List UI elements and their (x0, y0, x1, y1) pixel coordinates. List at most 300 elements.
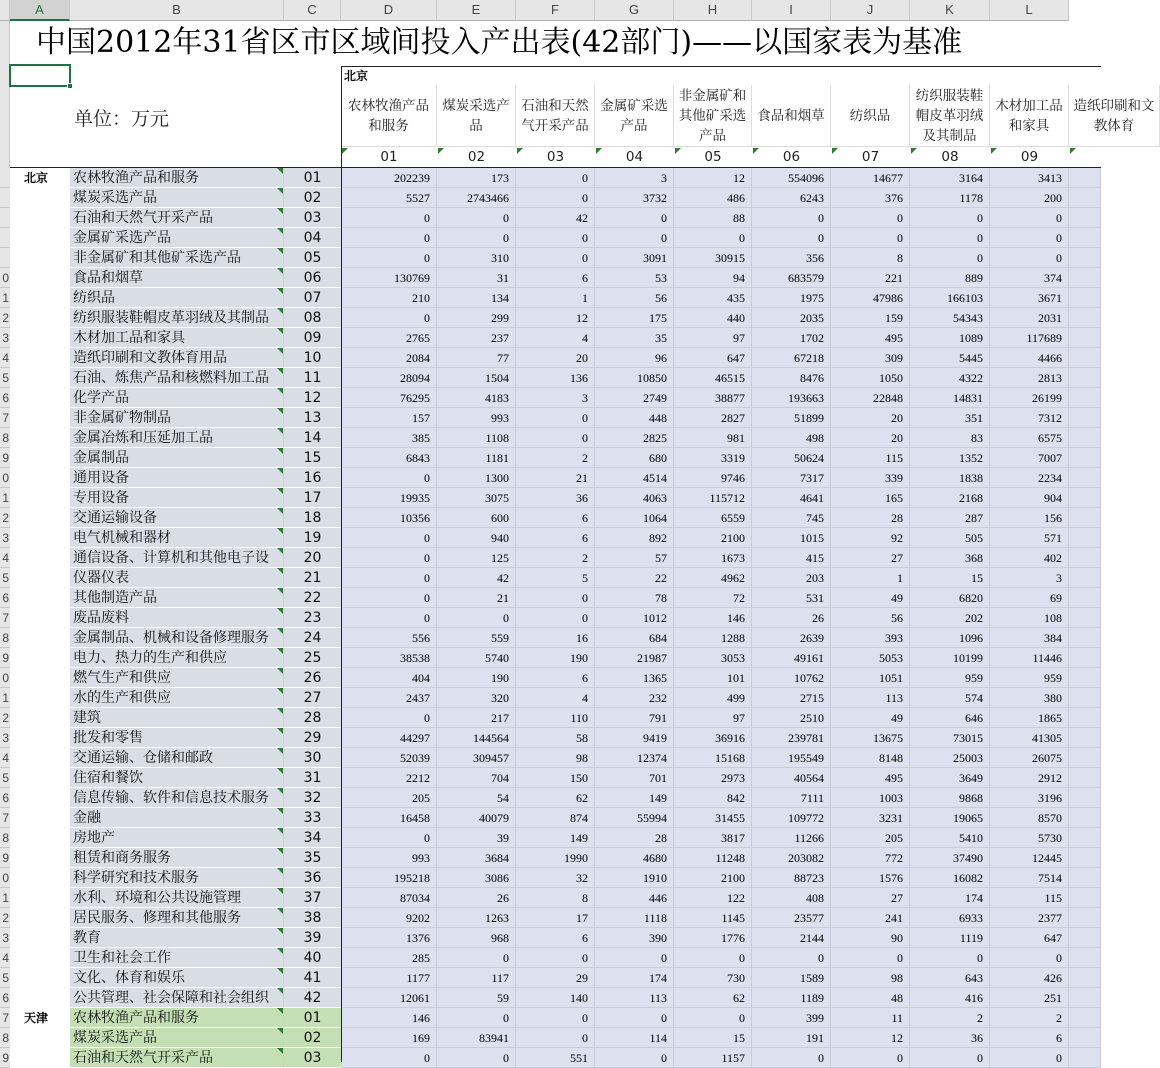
column-header-b[interactable]: B (70, 0, 284, 21)
data-cell[interactable] (1069, 988, 1101, 1008)
data-cell[interactable]: 356 (752, 248, 831, 268)
data-cell[interactable]: 16458 (341, 808, 437, 828)
row-sector-code[interactable]: 09 (284, 328, 341, 348)
data-cell[interactable] (1069, 368, 1101, 388)
data-cell[interactable]: 0 (341, 568, 437, 588)
data-cell[interactable]: 203082 (752, 848, 831, 868)
data-cell[interactable]: 399 (752, 1008, 831, 1028)
row-sector-code[interactable]: 29 (284, 728, 341, 748)
data-cell[interactable]: 559 (437, 628, 516, 648)
column-header-f[interactable]: F (516, 0, 595, 21)
data-cell[interactable]: 202239 (341, 168, 437, 188)
data-cell[interactable]: 0 (910, 228, 990, 248)
column-header-h[interactable]: H (674, 0, 752, 21)
data-cell[interactable]: 339 (831, 468, 910, 488)
data-cell[interactable]: 115 (831, 448, 910, 468)
row-sector-name[interactable]: 煤炭采选产品 (70, 1028, 284, 1048)
data-cell[interactable]: 49161 (752, 648, 831, 668)
data-cell[interactable]: 115712 (674, 488, 752, 508)
data-cell[interactable]: 7111 (752, 788, 831, 808)
data-cell[interactable]: 221 (831, 268, 910, 288)
row-number[interactable]: 5 (0, 368, 10, 388)
data-cell[interactable]: 1376 (341, 928, 437, 948)
data-cell[interactable]: 5 (516, 568, 595, 588)
data-cell[interactable]: 232 (595, 688, 674, 708)
data-cell[interactable]: 1089 (910, 328, 990, 348)
data-cell[interactable] (1069, 788, 1101, 808)
data-cell[interactable]: 1673 (674, 548, 752, 568)
data-cell[interactable]: 0 (516, 948, 595, 968)
row-sector-code[interactable]: 01 (284, 1008, 341, 1028)
data-cell[interactable]: 146 (341, 1008, 437, 1028)
fill-handle[interactable] (67, 83, 73, 89)
data-cell[interactable]: 7007 (990, 448, 1069, 468)
data-cell[interactable]: 1118 (595, 908, 674, 928)
row-sector-code[interactable]: 06 (284, 268, 341, 288)
data-cell[interactable]: 0 (516, 228, 595, 248)
data-cell[interactable]: 3 (595, 168, 674, 188)
row-sector-name[interactable]: 金属矿采选产品 (70, 228, 284, 248)
data-cell[interactable]: 3 (516, 388, 595, 408)
row-sector-name[interactable]: 非金属矿物制品 (70, 408, 284, 428)
row-sector-code[interactable]: 26 (284, 668, 341, 688)
data-cell[interactable]: 571 (990, 528, 1069, 548)
row-sector-code[interactable]: 04 (284, 228, 341, 248)
data-cell[interactable]: 205 (341, 788, 437, 808)
data-cell[interactable] (1069, 568, 1101, 588)
row-sector-code[interactable]: 14 (284, 428, 341, 448)
row-sector-code[interactable]: 38 (284, 908, 341, 928)
data-cell[interactable]: 1838 (910, 468, 990, 488)
data-cell[interactable]: 190 (437, 668, 516, 688)
data-cell[interactable]: 30915 (674, 248, 752, 268)
data-cell[interactable]: 51899 (752, 408, 831, 428)
row-number[interactable]: 6 (0, 988, 10, 1008)
row-number[interactable]: 3 (0, 928, 10, 948)
row-number[interactable] (0, 248, 10, 268)
data-cell[interactable]: 2234 (990, 468, 1069, 488)
data-cell[interactable] (1069, 548, 1101, 568)
row-sector-code[interactable]: 13 (284, 408, 341, 428)
data-cell[interactable]: 1157 (674, 1048, 752, 1068)
column-header-l[interactable]: L (990, 0, 1069, 21)
row-number[interactable]: 6 (0, 388, 10, 408)
data-cell[interactable]: 384 (990, 628, 1069, 648)
data-cell[interactable]: 385 (341, 428, 437, 448)
row-number[interactable]: 0 (0, 668, 10, 688)
data-cell[interactable]: 0 (831, 948, 910, 968)
data-cell[interactable]: 376 (831, 188, 910, 208)
row-number[interactable]: 6 (0, 588, 10, 608)
row-sector-name[interactable]: 农林牧渔产品和服务 (70, 1008, 284, 1028)
data-cell[interactable] (1069, 388, 1101, 408)
row-number[interactable]: 9 (0, 1048, 10, 1068)
data-cell[interactable]: 28094 (341, 368, 437, 388)
data-cell[interactable]: 2212 (341, 768, 437, 788)
data-cell[interactable]: 203 (752, 568, 831, 588)
data-cell[interactable]: 0 (516, 168, 595, 188)
data-cell[interactable]: 959 (910, 668, 990, 688)
data-cell[interactable] (1069, 928, 1101, 948)
data-cell[interactable]: 49 (831, 708, 910, 728)
row-sector-code[interactable]: 28 (284, 708, 341, 728)
row-sector-name[interactable]: 金属冶炼和压延加工品 (70, 428, 284, 448)
data-cell[interactable]: 157 (341, 408, 437, 428)
row-number[interactable]: 4 (0, 948, 10, 968)
data-cell[interactable]: 368 (910, 548, 990, 568)
data-cell[interactable]: 6 (990, 1028, 1069, 1048)
data-cell[interactable]: 730 (674, 968, 752, 988)
row-sector-name[interactable]: 建筑 (70, 708, 284, 728)
data-cell[interactable]: 993 (341, 848, 437, 868)
data-cell[interactable]: 191 (752, 1028, 831, 1048)
data-cell[interactable]: 46515 (674, 368, 752, 388)
row-sector-code[interactable]: 24 (284, 628, 341, 648)
data-cell[interactable]: 8 (831, 248, 910, 268)
data-cell[interactable]: 393 (831, 628, 910, 648)
row-sector-code[interactable]: 11 (284, 368, 341, 388)
data-cell[interactable]: 42 (437, 568, 516, 588)
data-cell[interactable]: 4 (516, 688, 595, 708)
data-cell[interactable]: 52039 (341, 748, 437, 768)
data-cell[interactable]: 76295 (341, 388, 437, 408)
data-cell[interactable]: 28 (595, 828, 674, 848)
data-cell[interactable]: 11446 (990, 648, 1069, 668)
data-cell[interactable]: 130769 (341, 268, 437, 288)
row-sector-name[interactable]: 石油和天然气开采产品 (70, 208, 284, 228)
row-number[interactable] (0, 208, 10, 228)
data-cell[interactable]: 0 (437, 948, 516, 968)
data-cell[interactable]: 190 (516, 648, 595, 668)
data-cell[interactable]: 6559 (674, 508, 752, 528)
data-cell[interactable]: 889 (910, 268, 990, 288)
data-cell[interactable]: 56 (595, 288, 674, 308)
row-sector-code[interactable]: 35 (284, 848, 341, 868)
data-cell[interactable] (1069, 1028, 1101, 1048)
row-sector-code[interactable]: 17 (284, 488, 341, 508)
data-cell[interactable]: 166103 (910, 288, 990, 308)
data-cell[interactable]: 149 (595, 788, 674, 808)
data-cell[interactable]: 10762 (752, 668, 831, 688)
data-cell[interactable] (1069, 688, 1101, 708)
data-cell[interactable]: 2827 (674, 408, 752, 428)
data-cell[interactable] (1069, 968, 1101, 988)
data-cell[interactable]: 1 (831, 568, 910, 588)
row-sector-code[interactable]: 05 (284, 248, 341, 268)
data-cell[interactable]: 169 (341, 1028, 437, 1048)
data-cell[interactable]: 499 (674, 688, 752, 708)
data-cell[interactable]: 0 (437, 228, 516, 248)
data-cell[interactable]: 2912 (990, 768, 1069, 788)
data-cell[interactable] (1069, 168, 1101, 188)
data-cell[interactable]: 8570 (990, 808, 1069, 828)
row-number[interactable]: 7 (0, 808, 10, 828)
data-cell[interactable]: 683579 (752, 268, 831, 288)
data-cell[interactable]: 1051 (831, 668, 910, 688)
data-cell[interactable]: 0 (516, 1008, 595, 1028)
data-cell[interactable]: 448 (595, 408, 674, 428)
row-sector-name[interactable]: 交通运输、仓储和邮政 (70, 748, 284, 768)
row-number[interactable]: 2 (0, 908, 10, 928)
row-number[interactable] (0, 168, 10, 188)
data-cell[interactable]: 874 (516, 808, 595, 828)
data-cell[interactable]: 0 (437, 208, 516, 228)
data-cell[interactable]: 5053 (831, 648, 910, 668)
data-cell[interactable]: 67218 (752, 348, 831, 368)
data-cell[interactable]: 4063 (595, 488, 674, 508)
data-cell[interactable]: 26199 (990, 388, 1069, 408)
row-sector-name[interactable]: 煤炭采选产品 (70, 188, 284, 208)
data-cell[interactable]: 31455 (674, 808, 752, 828)
row-number[interactable]: 5 (0, 568, 10, 588)
data-cell[interactable]: 0 (341, 608, 437, 628)
data-cell[interactable] (1069, 708, 1101, 728)
data-cell[interactable]: 3091 (595, 248, 674, 268)
data-cell[interactable]: 0 (752, 948, 831, 968)
data-cell[interactable]: 25003 (910, 748, 990, 768)
data-cell[interactable]: 7312 (990, 408, 1069, 428)
data-cell[interactable]: 380 (990, 688, 1069, 708)
row-sector-name[interactable]: 批发和零售 (70, 728, 284, 748)
data-cell[interactable]: 0 (990, 948, 1069, 968)
data-cell[interactable]: 647 (990, 928, 1069, 948)
data-cell[interactable]: 4466 (990, 348, 1069, 368)
data-cell[interactable]: 55994 (595, 808, 674, 828)
data-cell[interactable]: 0 (516, 608, 595, 628)
data-cell[interactable]: 10199 (910, 648, 990, 668)
data-cell[interactable]: 2813 (990, 368, 1069, 388)
data-cell[interactable]: 4680 (595, 848, 674, 868)
data-cell[interactable]: 251 (990, 988, 1069, 1008)
row-sector-code[interactable]: 08 (284, 308, 341, 328)
row-sector-name[interactable]: 非金属矿和其他矿采选产品 (70, 248, 284, 268)
data-cell[interactable]: 0 (674, 1008, 752, 1028)
data-cell[interactable]: 556 (341, 628, 437, 648)
data-cell[interactable]: 0 (516, 428, 595, 448)
data-cell[interactable]: 2 (990, 1008, 1069, 1028)
data-cell[interactable]: 77 (437, 348, 516, 368)
data-cell[interactable]: 0 (516, 188, 595, 208)
row-number[interactable]: 5 (0, 768, 10, 788)
select-all-corner[interactable] (0, 0, 10, 21)
data-cell[interactable]: 2743466 (437, 188, 516, 208)
data-cell[interactable]: 6 (516, 928, 595, 948)
data-cell[interactable]: 435 (674, 288, 752, 308)
data-cell[interactable]: 11 (831, 1008, 910, 1028)
data-cell[interactable]: 4 (516, 328, 595, 348)
row-number[interactable]: 6 (0, 788, 10, 808)
data-cell[interactable]: 87034 (341, 888, 437, 908)
data-cell[interactable]: 498 (752, 428, 831, 448)
data-cell[interactable]: 12374 (595, 748, 674, 768)
data-cell[interactable]: 0 (341, 248, 437, 268)
data-cell[interactable]: 3413 (990, 168, 1069, 188)
data-cell[interactable] (1069, 628, 1101, 648)
data-cell[interactable]: 3817 (674, 828, 752, 848)
data-cell[interactable]: 8476 (752, 368, 831, 388)
data-cell[interactable]: 241 (831, 908, 910, 928)
data-cell[interactable]: 54343 (910, 308, 990, 328)
data-cell[interactable]: 146 (674, 608, 752, 628)
row-sector-name[interactable]: 其他制造产品 (70, 588, 284, 608)
data-cell[interactable]: 3732 (595, 188, 674, 208)
data-cell[interactable]: 0 (516, 248, 595, 268)
data-cell[interactable]: 426 (990, 968, 1069, 988)
data-cell[interactable]: 0 (990, 208, 1069, 228)
data-cell[interactable]: 531 (752, 588, 831, 608)
data-cell[interactable] (1069, 308, 1101, 328)
row-number[interactable]: 4 (0, 548, 10, 568)
data-cell[interactable]: 97 (674, 328, 752, 348)
data-cell[interactable]: 44297 (341, 728, 437, 748)
data-cell[interactable]: 9419 (595, 728, 674, 748)
column-header-g[interactable]: G (595, 0, 674, 21)
data-cell[interactable]: 0 (595, 1048, 674, 1068)
data-cell[interactable]: 0 (516, 408, 595, 428)
data-cell[interactable]: 791 (595, 708, 674, 728)
data-cell[interactable] (1069, 488, 1101, 508)
row-number[interactable]: 8 (0, 1028, 10, 1048)
data-cell[interactable] (1069, 768, 1101, 788)
data-cell[interactable]: 0 (341, 588, 437, 608)
data-cell[interactable]: 959 (990, 668, 1069, 688)
data-cell[interactable]: 6 (516, 528, 595, 548)
data-cell[interactable]: 0 (752, 228, 831, 248)
row-sector-name[interactable]: 通信设备、计算机和其他电子设 (70, 548, 284, 568)
data-cell[interactable]: 19065 (910, 808, 990, 828)
row-sector-code[interactable]: 37 (284, 888, 341, 908)
data-cell[interactable]: 31 (437, 268, 516, 288)
data-cell[interactable]: 6933 (910, 908, 990, 928)
data-cell[interactable]: 904 (990, 488, 1069, 508)
data-cell[interactable]: 237 (437, 328, 516, 348)
data-cell[interactable]: 6243 (752, 188, 831, 208)
data-cell[interactable]: 1096 (910, 628, 990, 648)
column-header-c[interactable]: C (284, 0, 341, 21)
data-cell[interactable]: 38538 (341, 648, 437, 668)
data-cell[interactable]: 1050 (831, 368, 910, 388)
data-cell[interactable]: 842 (674, 788, 752, 808)
data-cell[interactable]: 1003 (831, 788, 910, 808)
data-cell[interactable] (1069, 408, 1101, 428)
data-cell[interactable] (1069, 428, 1101, 448)
data-cell[interactable]: 202 (910, 608, 990, 628)
data-cell[interactable]: 0 (595, 1008, 674, 1028)
data-cell[interactable]: 0 (990, 248, 1069, 268)
data-cell[interactable]: 54 (437, 788, 516, 808)
data-cell[interactable]: 239781 (752, 728, 831, 748)
data-cell[interactable]: 647 (674, 348, 752, 368)
data-cell[interactable]: 122 (674, 888, 752, 908)
data-cell[interactable]: 2100 (674, 528, 752, 548)
data-cell[interactable]: 1108 (437, 428, 516, 448)
data-cell[interactable] (1069, 188, 1101, 208)
data-cell[interactable]: 12 (516, 308, 595, 328)
data-cell[interactable]: 309 (831, 348, 910, 368)
data-cell[interactable]: 21 (516, 468, 595, 488)
data-cell[interactable]: 159 (831, 308, 910, 328)
data-cell[interactable] (1069, 448, 1101, 468)
row-sector-code[interactable]: 18 (284, 508, 341, 528)
data-cell[interactable]: 195549 (752, 748, 831, 768)
row-number[interactable]: 1 (0, 288, 10, 308)
data-cell[interactable]: 78 (595, 588, 674, 608)
row-sector-code[interactable]: 19 (284, 528, 341, 548)
data-cell[interactable]: 50624 (752, 448, 831, 468)
data-cell[interactable]: 83 (910, 428, 990, 448)
data-cell[interactable]: 2 (910, 1008, 990, 1028)
data-cell[interactable]: 4322 (910, 368, 990, 388)
data-cell[interactable]: 26075 (990, 748, 1069, 768)
data-cell[interactable]: 5730 (990, 828, 1069, 848)
data-cell[interactable]: 1504 (437, 368, 516, 388)
row-sector-code[interactable]: 20 (284, 548, 341, 568)
data-cell[interactable] (1069, 508, 1101, 528)
data-cell[interactable] (1069, 948, 1101, 968)
data-cell[interactable]: 42 (516, 208, 595, 228)
row-sector-name[interactable]: 农林牧渔产品和服务 (70, 168, 284, 188)
row-number[interactable]: 8 (0, 428, 10, 448)
column-header-j[interactable]: J (831, 0, 910, 21)
data-cell[interactable] (1069, 468, 1101, 488)
data-cell[interactable]: 6 (516, 268, 595, 288)
row-sector-name[interactable]: 卫生和社会工作 (70, 948, 284, 968)
data-cell[interactable] (1069, 328, 1101, 348)
row-sector-name[interactable]: 废品废料 (70, 608, 284, 628)
data-cell[interactable]: 2035 (752, 308, 831, 328)
data-cell[interactable]: 144564 (437, 728, 516, 748)
data-cell[interactable]: 26 (752, 608, 831, 628)
row-number[interactable]: 0 (0, 468, 10, 488)
row-sector-name[interactable]: 金属制品、机械和设备修理服务 (70, 628, 284, 648)
data-cell[interactable]: 0 (831, 228, 910, 248)
row-number[interactable]: 8 (0, 828, 10, 848)
row-sector-code[interactable]: 31 (284, 768, 341, 788)
data-cell[interactable]: 486 (674, 188, 752, 208)
data-cell[interactable]: 0 (437, 1008, 516, 1028)
data-cell[interactable]: 993 (437, 408, 516, 428)
data-cell[interactable]: 12 (831, 1028, 910, 1048)
data-cell[interactable]: 19935 (341, 488, 437, 508)
data-cell[interactable]: 0 (674, 228, 752, 248)
data-cell[interactable]: 7317 (752, 468, 831, 488)
data-cell[interactable]: 175 (595, 308, 674, 328)
data-cell[interactable]: 117689 (990, 328, 1069, 348)
data-cell[interactable]: 574 (910, 688, 990, 708)
data-cell[interactable]: 2100 (674, 868, 752, 888)
data-cell[interactable]: 1181 (437, 448, 516, 468)
data-cell[interactable]: 14677 (831, 168, 910, 188)
data-cell[interactable]: 15 (910, 568, 990, 588)
data-cell[interactable]: 2144 (752, 928, 831, 948)
row-number[interactable]: 4 (0, 348, 10, 368)
data-cell[interactable]: 1990 (516, 848, 595, 868)
data-cell[interactable]: 0 (990, 1048, 1069, 1068)
data-cell[interactable]: 554096 (752, 168, 831, 188)
row-sector-code[interactable]: 42 (284, 988, 341, 1008)
row-number[interactable]: 5 (0, 968, 10, 988)
data-cell[interactable]: 981 (674, 428, 752, 448)
data-cell[interactable]: 2031 (990, 308, 1069, 328)
row-number[interactable]: 0 (0, 868, 10, 888)
row-sector-code[interactable]: 22 (284, 588, 341, 608)
data-cell[interactable]: 2510 (752, 708, 831, 728)
data-cell[interactable]: 48 (831, 988, 910, 1008)
data-cell[interactable]: 3231 (831, 808, 910, 828)
data-cell[interactable]: 88 (674, 208, 752, 228)
data-cell[interactable] (1069, 888, 1101, 908)
data-cell[interactable]: 8 (516, 888, 595, 908)
